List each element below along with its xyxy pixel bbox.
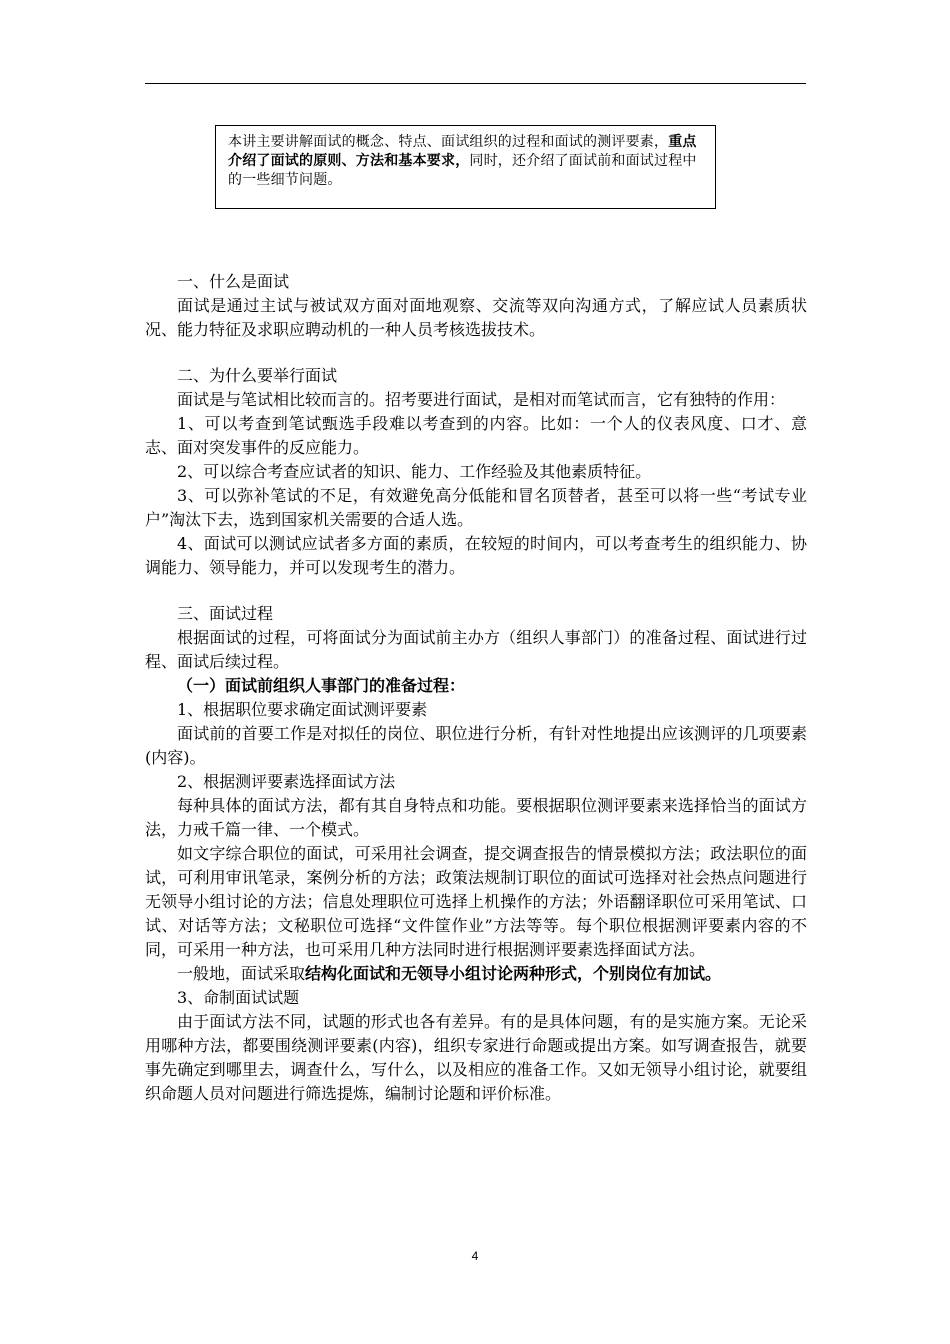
paragraph: 1、可以考查到笔试甄选手段难以考查到的内容。比如：一个人的仪表风度、口才、意志、面对突发事件的反应能力。 (145, 414, 807, 457)
list-item: 2、根据测评要素选择面试方法 (177, 772, 396, 791)
abstract-box (215, 125, 716, 209)
paragraph: 2、可以综合考查应试者的知识、能力、工作经验及其他素质特征。 (177, 462, 652, 481)
paragraph: 根据面试的过程，可将面试分为面试前主办方（组织人事部门）的准备过程、面试进行过程、面试后续过程。 (145, 628, 807, 671)
abstract-text-tail: 同时，还介绍了面试前和面试过程中的一些细节问题。 (228, 153, 697, 188)
paragraph: 面试是通过主试与被试双方面对面地观察、交流等双向沟通方式，了解应试人员素质状况、能力特征及求职应聘动机的一种人员考核选拔技术。 (145, 296, 807, 339)
list-item: 3、命制面试试题 (177, 988, 300, 1007)
paragraph: 4、面试可以测试应试者多方面的素质，在较短的时间内，可以考查考生的组织能力、协调能力、领导能力，并可以发现考生的潜力。 (145, 534, 807, 577)
section-heading-3: 三、面试过程 (177, 604, 274, 623)
subsection-heading: （一）面试前组织人事部门的准备过程： (177, 676, 466, 695)
header-rule (145, 83, 806, 84)
document-body (145, 270, 807, 1106)
paragraph: 面试前的首要工作是对拟任的岗位、职位进行分析，有针对性地提出应该测评的几项要素(内容)。 (145, 724, 807, 767)
section-heading-2: 二、为什么要举行面试 (177, 366, 338, 385)
section-heading-1: 一、什么是面试 (177, 272, 290, 291)
paragraph: 面试是与笔试相比较而言的。招考要进行面试，是相对而笔试而言，它有独特的作用： (177, 390, 786, 409)
page-number: 4 (471, 1249, 479, 1263)
paragraph: 由于面试方法不同，试题的形式也各有差异。有的是具体问题，有的是实施方案。无论采用哪种方法，都要围绕测评要素(内容)，组织专家进行命题或提出方案。如写调查报告，就要事先确定到哪里去，调查什么，写什么，以及相应的准备工作。又如无领导小组讨论，就要组织命题人员对问题进行筛选提炼，编制讨论题和评价标准。 (145, 1012, 807, 1103)
paragraph: 如文字综合职位的面试，可采用社会调查，提交调查报告的情景模拟方法；政法职位的面试，可利用审讯笔录，案例分析的方法；政策法规制订职位的面试可选择对社会热点问题进行无领导小组讨论的方法；信息处理职位可选择上机操作的方法；外语翻译职位可采用笔试、口试、对话等方法；文秘职位可选择“文件筐作业”方法等等。每个职位根据测评要素内容的不同，可采用一种方法，也可采用几种方法同时进行根据测评要素选择面试方法。 (145, 844, 807, 959)
paragraph (145, 962, 807, 986)
abstract-bold-text: 重点介绍了面试的原则、方法和基本要求， (228, 134, 697, 169)
paragraph-text: 一般地，面试采取 (177, 964, 306, 983)
paragraph-bold-text: 结构化面试和无领导小组讨论两种形式，个别岗位有加试。 (305, 964, 722, 983)
abstract-text: 本讲主要讲解面试的概念、特点、面试组织的过程和面试的测评要素， (228, 134, 669, 150)
paragraph: 3、可以弥补笔试的不足，有效避免高分低能和冒名顶替者，甚至可以将一些“考试专业户”淘汰下去，选到国家机关需要的合适人选。 (145, 486, 807, 529)
list-item: 1、根据职位要求确定面试测评要素 (177, 700, 428, 719)
paragraph: 每种具体的面试方法，都有其自身特点和功能。要根据职位测评要素来选择恰当的面试方法，力戒千篇一律、一个模式。 (145, 796, 807, 839)
